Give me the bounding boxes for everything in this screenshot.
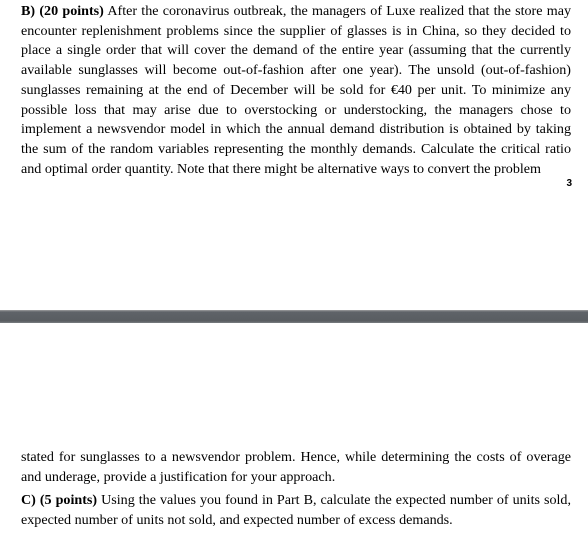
question-c-paragraph	[21, 491, 571, 530]
question-c-heading: C) (5 points)	[21, 492, 98, 508]
question-b-heading: B) (20 points)	[21, 3, 104, 19]
page-separator	[0, 310, 588, 323]
question-b-continuation: stated for sunglasses to a newsvendor problem. Hence, while determining the costs of overage and underage, provide a justification for your approach.	[21, 449, 571, 485]
question-b-paragraph	[21, 2, 571, 179]
page-number: 3	[566, 178, 572, 189]
question-b-text: After the coronavirus outbreak, the managers of Luxe realized that the store may encounter replenishment problems since the supplier of glasses is in China, so they decided to place a single order that will cover the demand of the entire year (assuming that the currently available sunglasses will become out-of-fashion after one year). The unsold (out-of-fashion) sunglasses remaining at the end of December will be sold for €40 per unit. To minimize any possible loss that may arise due to overstocking or understocking, the managers chose to implement a newsvendor model in which the annual demand distribution is obtained by taking the sum of the random variables representing the monthly demands. Calculate the critical ratio and optimal order quantity. Note that there might be alternative ways to convert the problem	[21, 3, 571, 177]
question-c-text: Using the values you found in Part B, calculate the expected number of units sold, expected number of units not sold, and expected number of excess demands.	[21, 492, 572, 528]
document-page-bottom	[0, 323, 588, 556]
